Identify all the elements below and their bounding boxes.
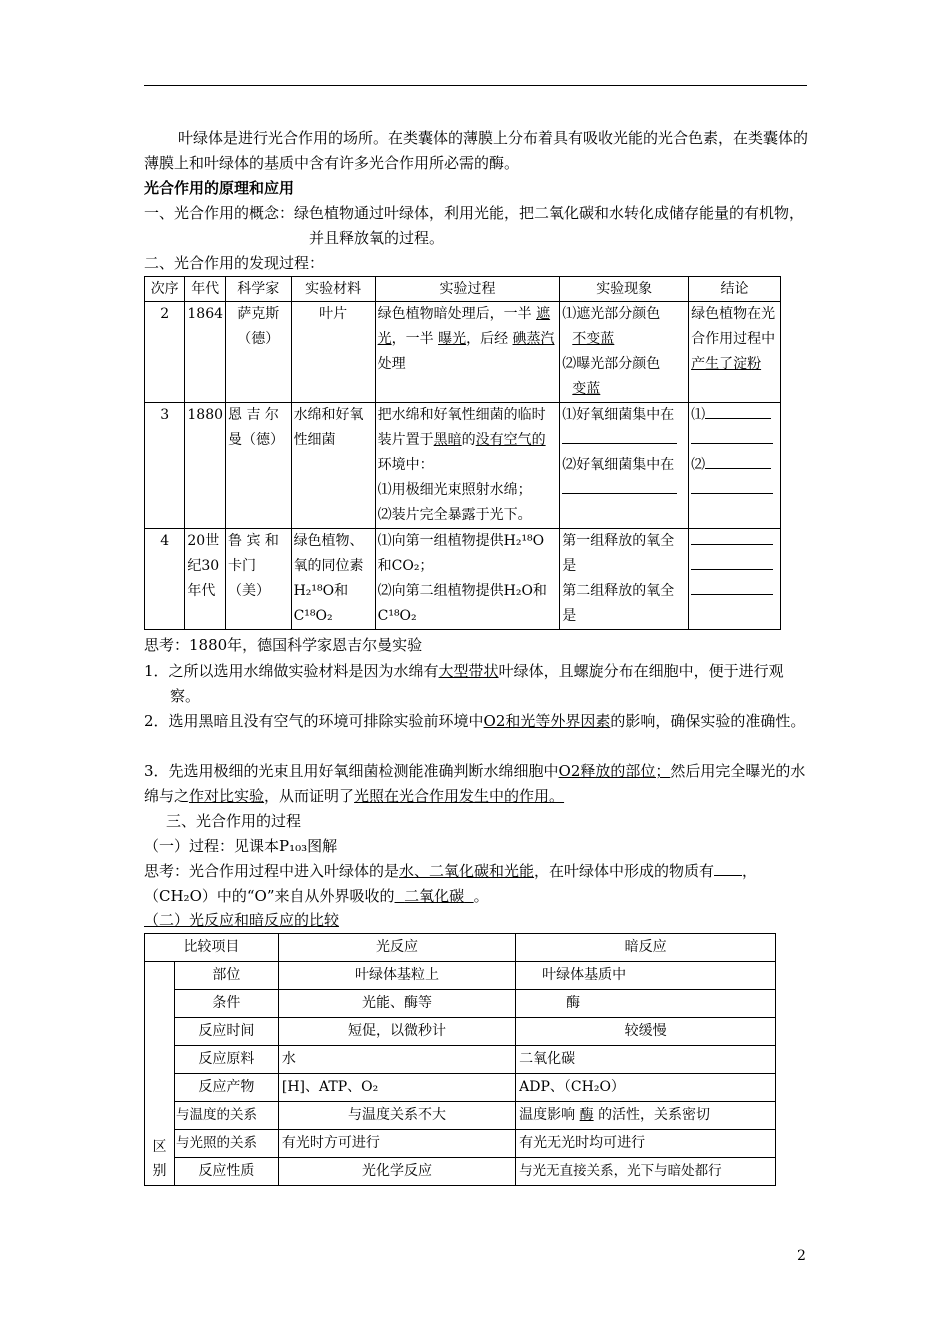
cell-item: 与温度的关系 <box>174 1102 278 1130</box>
text: 第二组释放的氧全是 <box>562 583 675 624</box>
cell-item: 与光照的关系 <box>174 1130 278 1158</box>
answer-blank <box>395 887 474 905</box>
page-number: 2 <box>797 1248 806 1264</box>
cell-item: 反应原料 <box>174 1046 278 1074</box>
text: ⑴遮光部分颜色 <box>562 306 661 322</box>
text: 思考：光合作用过程中进入叶绿体的是 <box>144 862 400 880</box>
cell-phenomenon <box>560 529 689 630</box>
cell-material: 绿色植物、氧的同位素H₂¹⁸O和C¹⁸O₂ <box>291 529 375 630</box>
compare-title: （二）光反应和暗反应的比较 <box>144 911 340 929</box>
header-conclusion: 结论 <box>689 277 781 302</box>
fill-blank <box>691 429 773 444</box>
fill-blank <box>691 530 773 545</box>
table-row <box>145 1130 776 1158</box>
text: 绿色植物在光合作用过程中 <box>691 306 776 347</box>
text: ⑴好氧细菌集中在 <box>562 407 675 423</box>
cell-dark: 叶绿体基质中 <box>516 962 776 990</box>
cell-light: 短促，以微秒计 <box>278 1018 515 1046</box>
text: ⑴向第一组植物提供H₂¹⁸O和CO₂； <box>377 533 545 574</box>
answer-blank: O2和光等外界因素 <box>483 712 611 730</box>
text: 然后用完全曝光的水绵与之 <box>144 762 806 805</box>
answer-blank: 酶 <box>579 1107 594 1123</box>
text: 处理 <box>377 356 406 372</box>
answer-blank: 遮光 <box>377 306 551 347</box>
fill-blank <box>562 429 677 444</box>
cell-order: 3 <box>145 403 185 529</box>
text: 叶绿体，且螺旋分布在细胞中，便于进行观察。 <box>170 662 784 705</box>
header-material: 实验材料 <box>291 277 375 302</box>
answer-blank: 作对比实验 <box>189 787 265 805</box>
process-step: （一）过程：见课本P₁₀₃图解 <box>144 837 338 855</box>
text: ⑵向第二组植物提供H₂O和C¹⁸O₂ <box>377 583 547 624</box>
cell-order: 4 <box>145 529 185 630</box>
header-scientist: 科学家 <box>226 277 292 302</box>
cell-phenomenon <box>560 403 689 529</box>
text: 第一组释放的氧全是 <box>562 533 675 574</box>
cell-dark: 酶 <box>516 990 776 1018</box>
header-phenomenon: 实验现象 <box>560 277 689 302</box>
cell-dark: 二氧化碳 <box>516 1046 776 1074</box>
cell-light: [H]、ATP、O₂ <box>278 1074 515 1102</box>
cell-year: 1880 <box>185 403 226 529</box>
intro-paragraph: 叶绿体是进行光合作用的场所。在类囊体的薄膜上分布着具有吸收光能的光合色素，在类囊体的薄膜上和叶绿体的基质中含有许多光合作用所必需的酶。 <box>144 129 809 172</box>
answer-blank: 变蓝 <box>572 381 601 397</box>
header-year: 年代 <box>185 277 226 302</box>
question-1 <box>144 659 810 709</box>
text: ，（CH₂O）中的“O”来自从外界吸收的 <box>144 862 758 905</box>
table-row <box>145 962 776 990</box>
discovery-table <box>144 276 781 630</box>
cell-light: 与温度关系不大 <box>278 1102 515 1130</box>
text: 的影响，确保实验的准确性。 <box>610 712 806 730</box>
text: ⑵曝光部分颜色 <box>562 356 661 372</box>
cell-dark <box>516 1102 776 1130</box>
table-row <box>145 1046 776 1074</box>
concept-paragraph <box>144 201 809 251</box>
cell-light: 光能、酶等 <box>278 990 515 1018</box>
cell-process <box>375 302 560 403</box>
fill-blank <box>562 479 677 494</box>
table-row <box>145 1018 776 1046</box>
text: ⑴ <box>691 407 706 423</box>
cell-scientist: 萨克斯（德） <box>226 302 292 403</box>
text: 把水绵和好氧性细菌的临时装片置于 <box>377 407 546 448</box>
cell-light: 叶绿体基粒上 <box>278 962 515 990</box>
answer-blank: 没有空气的 <box>475 432 546 448</box>
question-3 <box>144 759 809 809</box>
cell-material: 叶片 <box>291 302 375 403</box>
header-process: 实验过程 <box>375 277 560 302</box>
fill-blank <box>691 555 773 570</box>
text: 2．选用黑暗且没有空气的环境可排除实验前环境中 <box>144 712 484 730</box>
fill-blank <box>714 861 742 876</box>
cell-order: 2 <box>145 302 185 403</box>
cell-light: 光化学反应 <box>278 1158 515 1186</box>
text: 3．先选用极细的光束且用好氧细菌检测能准确判断水绵细胞中 <box>144 762 559 780</box>
cell-process <box>375 403 560 529</box>
answer-text: 二氧化碳 <box>404 887 465 905</box>
compare-table <box>144 933 776 1186</box>
table-header-row <box>145 934 776 962</box>
text: ，在叶绿体中形成的物质有 <box>534 862 715 880</box>
answer-blank: 不变蓝 <box>572 331 615 347</box>
text: ⑵好氧细菌集中在 <box>562 457 675 473</box>
text: ，一半 <box>391 331 434 347</box>
text: 绿色植物暗处理后，一半 <box>377 306 532 322</box>
cell-item: 反应产物 <box>174 1074 278 1102</box>
table-row <box>145 990 776 1018</box>
table-header-row <box>145 277 781 302</box>
table-row <box>145 403 781 529</box>
section-title: 光合作用的原理和应用 <box>144 179 295 197</box>
text: ⑵装片完全暴露于光下。 <box>377 507 532 523</box>
think-2 <box>144 859 809 909</box>
cell-conclusion <box>689 403 781 529</box>
text: ，从而证明了 <box>264 787 355 805</box>
cell-conclusion <box>689 529 781 630</box>
cell-scientist: 恩 吉 尔曼（德） <box>226 403 292 529</box>
fill-blank <box>691 580 773 595</box>
fill-blank <box>705 404 771 419</box>
table-row <box>145 1158 776 1186</box>
table-row <box>145 302 781 403</box>
cell-item: 部位 <box>174 962 278 990</box>
text: 。 <box>473 887 489 905</box>
side-label: 区别 <box>145 962 175 1186</box>
header-item: 比较项目 <box>145 934 279 962</box>
fill-blank <box>705 454 771 469</box>
text: 1．之所以选用水绵做实验材料是因为水绵有 <box>144 662 439 680</box>
cell-dark: 与光无直接关系，光下与暗处都行 <box>516 1158 776 1186</box>
answer-blank: 大型带状 <box>438 662 499 680</box>
cell-item: 反应性质 <box>174 1158 278 1186</box>
cell-phenomenon <box>560 302 689 403</box>
cell-conclusion <box>689 302 781 403</box>
cell-dark: 有光无光时均可进行 <box>516 1130 776 1158</box>
question-2 <box>144 709 809 734</box>
table-row <box>145 529 781 630</box>
cell-item: 条件 <box>174 990 278 1018</box>
think-title: 思考：1880年，德国科学家恩吉尔曼实验 <box>144 636 423 654</box>
cell-year: 1864 <box>185 302 226 403</box>
text: 环境中： <box>377 457 434 473</box>
header-order: 次序 <box>145 277 185 302</box>
answer-blank: 水、二氧化碳和光能 <box>399 862 535 880</box>
table-row <box>145 1102 776 1130</box>
table-row <box>145 1074 776 1102</box>
cell-material: 水绵和好氧性细菌 <box>291 403 375 529</box>
discovery-title: 二、光合作用的发现过程： <box>144 254 325 272</box>
cell-year: 20世纪30年代 <box>185 529 226 630</box>
header-light: 光反应 <box>278 934 515 962</box>
header-rule <box>144 85 807 86</box>
concept-text: 绿色植物通过叶绿体，利用光能，把二氧化碳和水转化成储存能量的有机物，并且释放氧的过程。 <box>294 204 805 247</box>
answer-blank: 曝光 <box>438 331 467 347</box>
text: ⑵ <box>691 457 706 473</box>
answer-blank: O2释放的部位； <box>558 762 671 780</box>
cell-light: 有光时方可进行 <box>278 1130 515 1158</box>
answer-blank: 光照在光合作用发生中的作用。 <box>354 787 565 805</box>
cell-light: 水 <box>278 1046 515 1074</box>
text: ⑴用极细光束照射水绵； <box>377 482 532 498</box>
cell-item: 反应时间 <box>174 1018 278 1046</box>
answer-blank: 产生了淀粉 <box>691 356 762 372</box>
text: 的活性，关系密切 <box>598 1107 711 1123</box>
cell-scientist: 鲁 宾 和卡门（美） <box>226 529 292 630</box>
answer-blank: 黑暗 <box>433 432 462 448</box>
text: 温度影响 <box>519 1107 576 1123</box>
cell-process <box>375 529 560 630</box>
concept-label: 一、光合作用的概念： <box>144 204 295 222</box>
answer-blank: 碘蒸汽 <box>512 331 555 347</box>
cell-dark: 较缓慢 <box>516 1018 776 1046</box>
process-title: 三、光合作用的过程 <box>166 812 302 830</box>
text: 的 <box>461 432 476 448</box>
header-dark: 暗反应 <box>516 934 776 962</box>
cell-dark: ADP、（CH₂O） <box>516 1074 776 1102</box>
text: ，后经 <box>466 331 509 347</box>
fill-blank <box>691 479 773 494</box>
